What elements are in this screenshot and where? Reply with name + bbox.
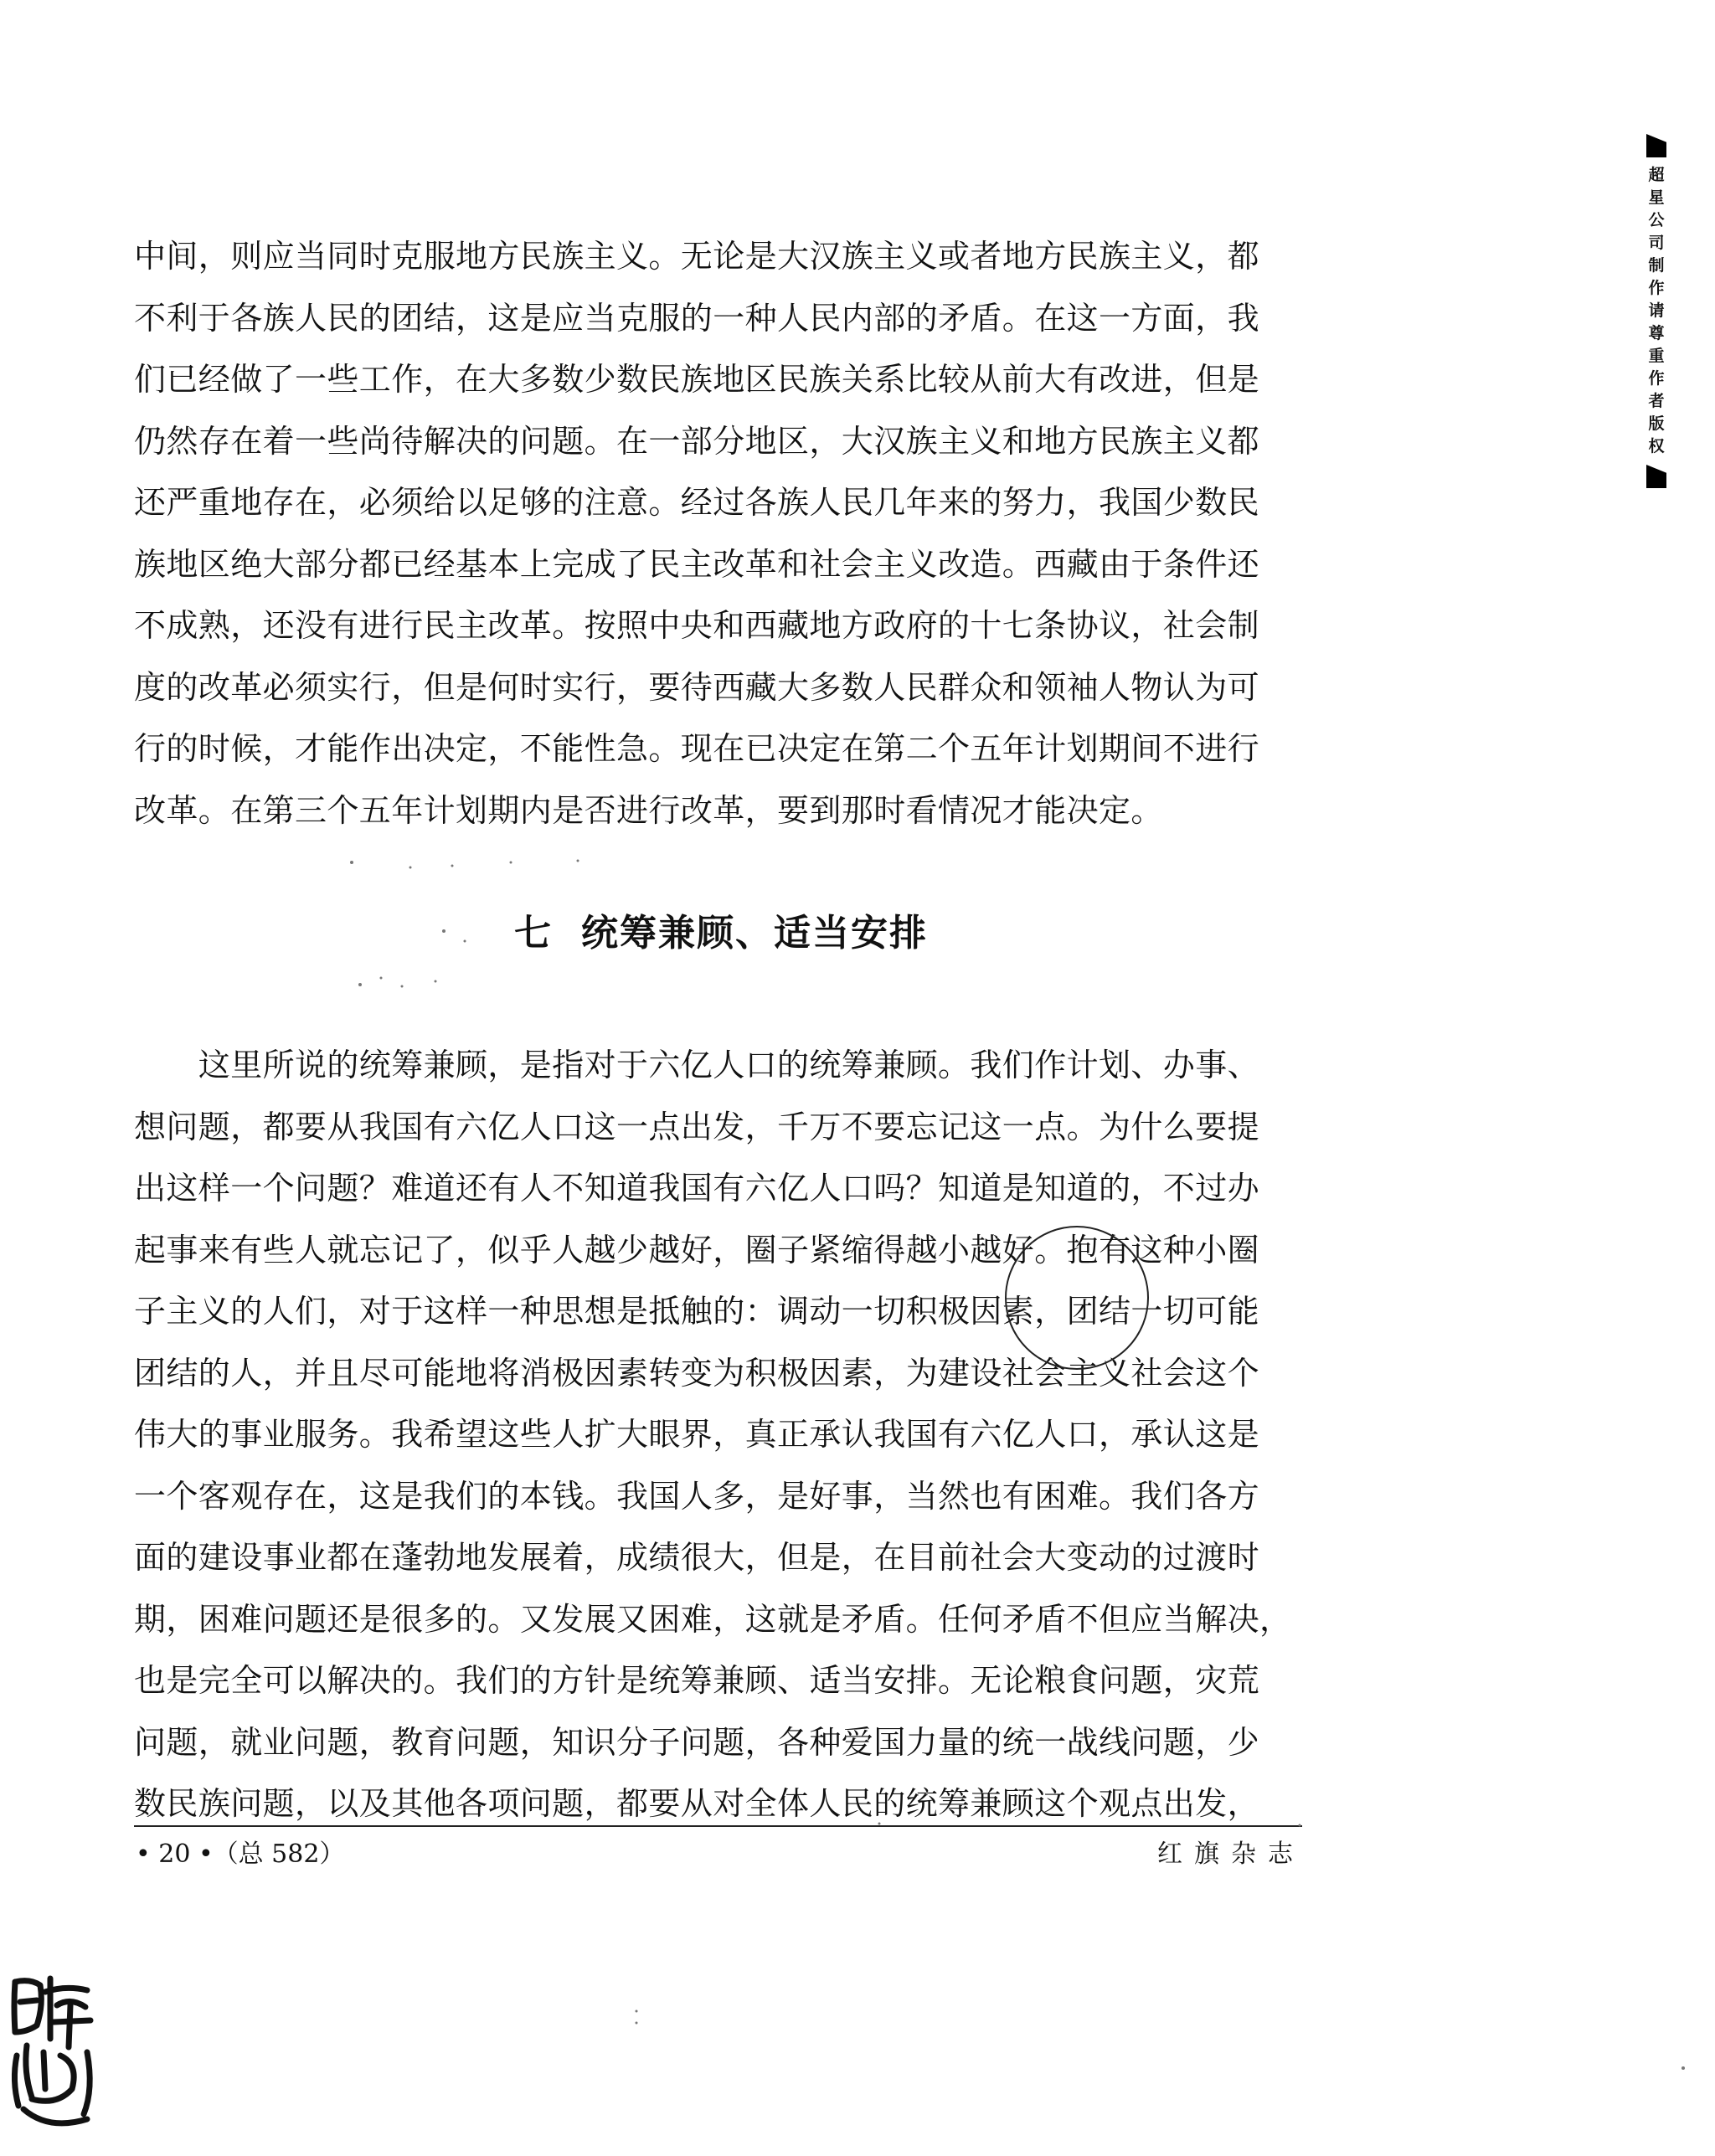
text-line: 出这样一个问题？难道还有人不知道我国有六亿人口吗？知道是知道的，不过办 [134,1170,1260,1207]
text-line: 子主义的人们，对于这样一种思想是抵触的：调动一切积极因素，团结一切可能 [134,1293,1260,1330]
text-line: 也是完全可以解决的。我们的方针是统筹兼顾、适当安排。无论粮食问题，灾荒 [134,1662,1260,1699]
pen-circle-mark [1005,1226,1149,1370]
text-line: 想问题，都要从我国有六亿人口这一点出发，千万不要忘记这一点。为什么要提 [134,1108,1260,1145]
text-line: 不利于各族人民的团结，这是应当克服的一种人民内部的矛盾。在这一方面，我 [134,299,1260,337]
journal-name: 红旗杂志 [1157,1840,1305,1869]
page-number: • 20 •（总 582） [136,1840,345,1869]
text-line: 起事来有些人就忘记了，似乎人越少越好，圈子紧缩得越小越好。抱有这种小圈 [134,1231,1260,1268]
text-line: 一个客观存在，这是我们的本钱。我国人多，是好事，当然也有困难。我们各方 [134,1477,1260,1515]
body-paragraph-1 [134,226,1306,841]
section-title: 统筹兼顾、适当安排 [581,912,928,955]
text-line: 团结的人，并且尽可能地将消极因素转变为积极因素，为建设社会主义社会这个 [134,1354,1260,1392]
text-line: 们已经做了一些工作，在大多数少数民族地区民族关系比较从前大有改进，但是 [134,361,1260,398]
library-seal-stamp [7,1972,99,2139]
text-line: 改革。在第三个五年计划期内是否进行改革，要到那时看情况才能决定。 [134,791,1163,829]
text-line: 还严重地存在，必须给以足够的注意。经过各族人民几年来的努力，我国少数民 [134,484,1260,521]
text-line: 面的建设事业都在蓬勃地发展着，成绩很大，但是，在目前社会大变动的过渡时 [134,1539,1260,1576]
section-number: 七 [514,912,553,955]
text-line: 仍然存在着一些尚待解决的问题。在一部分地区，大汉族主义和地方民族主义都 [134,422,1260,460]
watermark-text: 超星公司制作 请尊重作者版权 [1648,166,1665,455]
text-line: 这里所说的统筹兼顾，是指对于六亿人口的统筹兼顾。我们作计划、办事、 [134,1047,1260,1083]
side-watermark [1646,134,1682,488]
text-line: 行的时候，才能作出决定，不能性急。现在已决定在第二个五年计划期间不进行 [134,730,1260,767]
section-heading [514,903,928,956]
text-line: 中间，则应当同时克服地方民族主义。无论是大汉族主义或者地方民族主义，都 [134,238,1260,275]
text-line: 度的改革必须实行，但是何时实行，要待西藏大多数人民群众和领袖人物认为可 [134,668,1260,706]
watermark-bar-top [1646,134,1666,157]
text-line: 不成熟，还没有进行民主改革。按照中央和西藏地方政府的十七条协议，社会制 [134,607,1260,644]
body-paragraph-2 [134,1035,1306,1835]
text-line: 数民族问题，以及其他各项问题，都要从对全体人民的统筹兼顾这个观点出发， [134,1785,1260,1822]
text-line: 问题，就业问题，教育问题，知识分子问题，各种爱国力量的统一战线问题，少 [134,1723,1260,1761]
footer-rule [134,1825,1302,1827]
text-line: 伟大的事业服务。我希望这些人扩大眼界，真正承认我国有六亿人口，承认这是 [134,1416,1260,1453]
text-line: 期，困难问题还是很多的。又发展又困难，这就是矛盾。任何矛盾不但应当解决， [134,1600,1292,1638]
watermark-bar-bottom [1646,465,1666,488]
text-line: 族地区绝大部分都已经基本上完成了民主改革和社会主义改造。西藏由于条件还 [134,545,1260,583]
